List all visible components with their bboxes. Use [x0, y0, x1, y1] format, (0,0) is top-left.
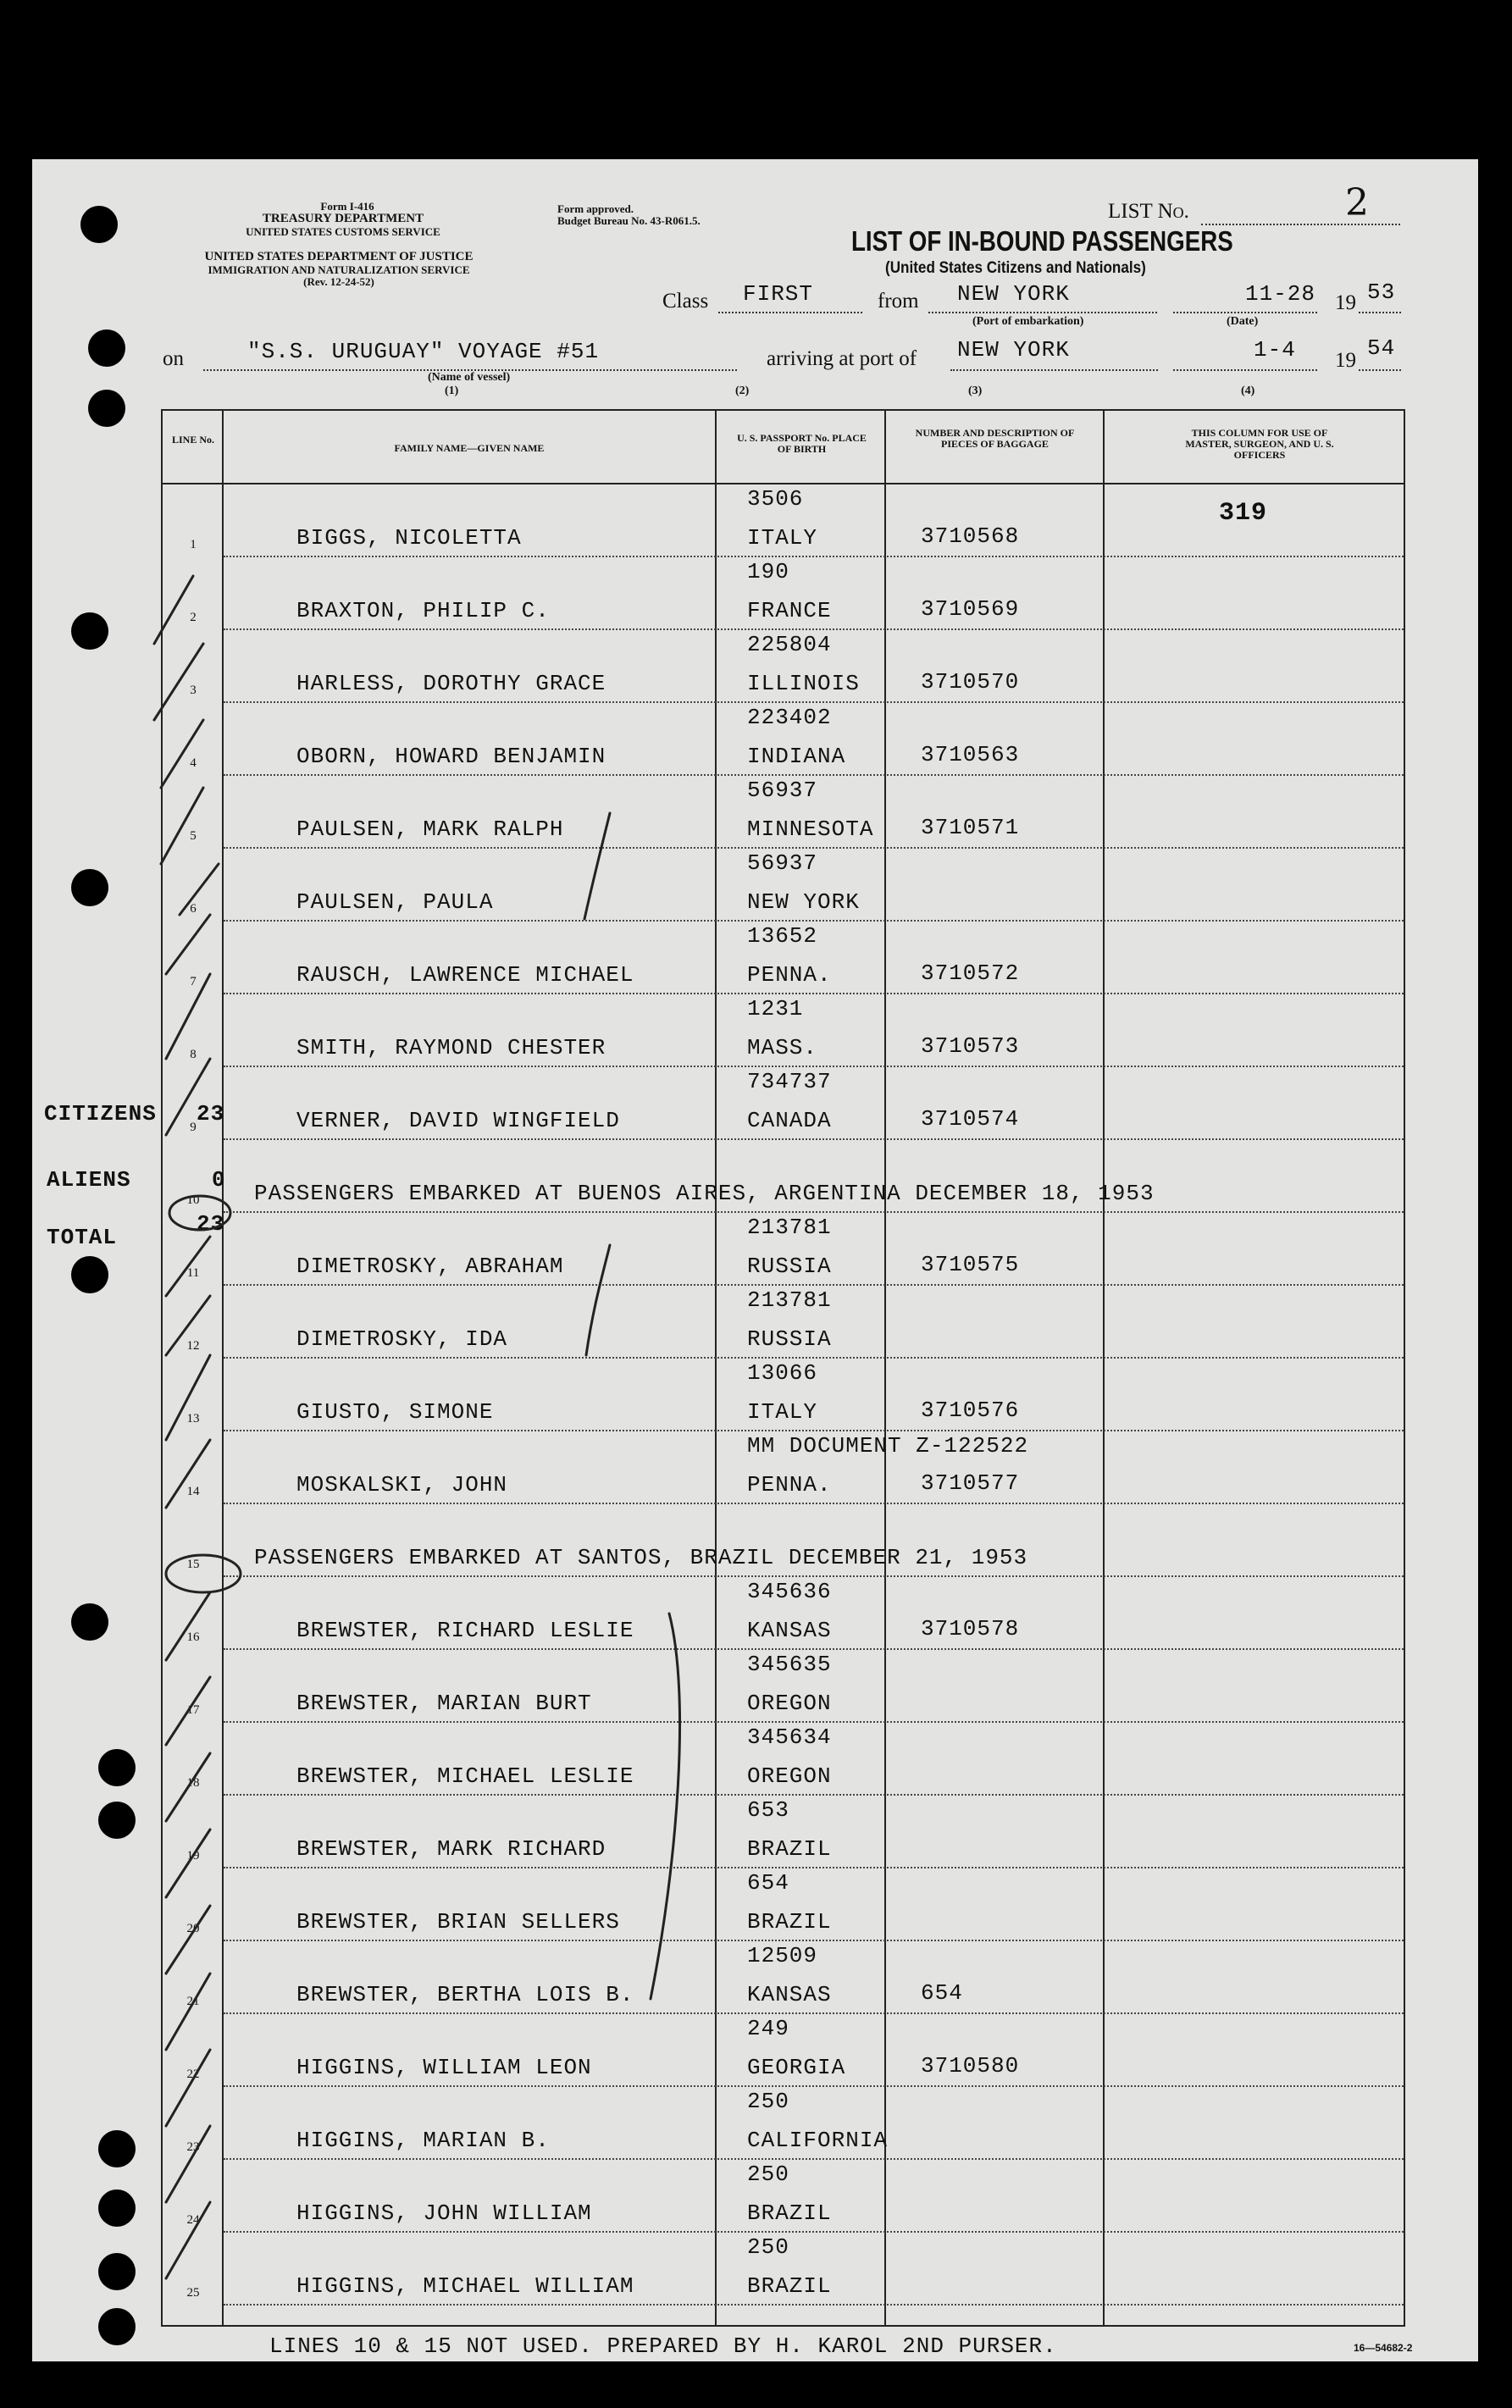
place-of-birth: OREGON: [747, 1691, 832, 1716]
table-row: [163, 2087, 1404, 2160]
aliens-label: ALIENS: [47, 1167, 131, 1193]
treasury-department: TREASURY DEPARTMENT: [262, 212, 424, 225]
table-row: [163, 1067, 1404, 1140]
line-number: 20: [186, 1922, 200, 1935]
arrival-port: NEW YORK: [957, 337, 1070, 363]
passenger-name: HIGGINS, WILLIAM LEON: [296, 2055, 592, 2080]
passport-number: 13652: [747, 923, 818, 949]
print-code: 16—54682-2: [1354, 2342, 1413, 2354]
passenger-name: BRAXTON, PHILIP C.: [296, 598, 550, 623]
place-of-birth: BRAZIL: [747, 1909, 832, 1935]
punch-hole: [80, 206, 118, 243]
punch-hole: [98, 2308, 136, 2345]
year-prefix-2: 19: [1335, 349, 1356, 372]
line-number: 22: [186, 2068, 200, 2081]
passport-number: 225804: [747, 632, 832, 657]
passenger-name: HIGGINS, JOHN WILLIAM: [296, 2200, 592, 2226]
place-of-birth: ILLINOIS: [747, 671, 860, 696]
punch-hole: [71, 869, 108, 906]
punch-hole: [98, 1802, 136, 1839]
table-row: [163, 1213, 1404, 1286]
line-number: 5: [190, 829, 197, 843]
table-row: [163, 630, 1404, 703]
punch-hole: [71, 1603, 108, 1641]
line-number: 16: [186, 1630, 200, 1644]
place-of-birth: BRAZIL: [747, 2200, 832, 2226]
place-of-birth: RUSSIA: [747, 1254, 832, 1279]
punch-hole: [71, 1256, 108, 1293]
revision-date: (Rev. 12-24-52): [303, 275, 374, 288]
passport-number: 56937: [747, 850, 818, 876]
passenger-name: PASSENGERS EMBARKED AT BUENOS AIRES, ARGENTINA DECEMBER 18, 1953: [254, 1181, 1155, 1206]
passport-number: 1231: [747, 996, 804, 1021]
passenger-name: BREWSTER, RICHARD LESLIE: [296, 1618, 634, 1643]
baggage-number: 3710568: [921, 523, 1020, 549]
place-of-birth: PENNA.: [747, 1472, 832, 1497]
passenger-name: VERNER, DAVID WINGFIELD: [296, 1108, 620, 1133]
punch-hole: [88, 390, 125, 427]
baggage-number: 3710575: [921, 1252, 1020, 1277]
passport-number: 654: [747, 1870, 789, 1896]
place-of-birth: MASS.: [747, 1035, 818, 1060]
footer-note: LINES 10 & 15 NOT USED. PREPARED BY H. KAROL 2ND PURSER.: [269, 2333, 1057, 2359]
passport-number: 223402: [747, 705, 832, 730]
line-number: 21: [186, 1995, 200, 2008]
line-number: 11: [186, 1266, 200, 1280]
passenger-name: HIGGINS, MICHAEL WILLIAM: [296, 2273, 634, 2299]
baggage-number: 3710572: [921, 960, 1020, 986]
passenger-name: PAULSEN, PAULA: [296, 889, 494, 915]
passport-number: 345635: [747, 1652, 832, 1677]
header-line-no: LINE No.: [171, 434, 214, 446]
passenger-name: BREWSTER, MICHAEL LESLIE: [296, 1763, 634, 1789]
col-1-number: (1): [445, 385, 459, 397]
citizens-label: CITIZENS: [44, 1101, 157, 1127]
line-number: 23: [186, 2140, 200, 2154]
passport-number: 12509: [747, 1943, 818, 1968]
baggage-number: 3710580: [921, 2053, 1020, 2079]
form-title: LIST OF IN-BOUND PASSENGERS: [851, 225, 1233, 257]
passenger-name: SMITH, RAYMOND CHESTER: [296, 1035, 606, 1060]
passenger-name: HARLESS, DOROTHY GRACE: [296, 671, 606, 696]
line-number: 18: [186, 1776, 200, 1790]
place-of-birth: NEW YORK: [747, 889, 860, 915]
baggage-number: 3710569: [921, 596, 1020, 622]
passport-number: 653: [747, 1797, 789, 1823]
baggage-number: 3710574: [921, 1106, 1020, 1132]
class-label: Class: [662, 290, 709, 313]
table-row: [163, 1723, 1404, 1796]
passenger-name: MOSKALSKI, JOHN: [296, 1472, 508, 1497]
punch-hole: [71, 612, 108, 650]
header-officers: THIS COLUMN FOR USE OF MASTER, SURGEON, AND U. S. OFFICERS: [1185, 427, 1334, 461]
from-label: from: [878, 290, 919, 313]
baggage-number: 654: [921, 1980, 963, 2006]
place-of-birth: OREGON: [747, 1763, 832, 1789]
punch-hole: [88, 329, 125, 367]
officer-note: 319: [1219, 499, 1268, 528]
passport-number: 213781: [747, 1215, 832, 1240]
place-of-birth: INDIANA: [747, 744, 846, 769]
baggage-number: 3710577: [921, 1470, 1020, 1496]
table-row: [163, 1796, 1404, 1868]
immigration-service: IMMIGRATION AND NATURALIZATION SERVICE: [208, 263, 470, 276]
year-prefix: 19: [1335, 291, 1356, 314]
line-number: 7: [190, 975, 197, 988]
place-of-birth: RUSSIA: [747, 1326, 832, 1352]
passenger-name: BREWSTER, BRIAN SELLERS: [296, 1909, 620, 1935]
line-number: 25: [186, 2286, 200, 2300]
total-label: TOTAL: [47, 1225, 118, 1250]
line-number: 3: [190, 684, 197, 697]
total-count: 23: [197, 1211, 225, 1237]
from-value: NEW YORK: [957, 281, 1070, 307]
passport-number: 213781: [747, 1287, 832, 1313]
passport-number: 345634: [747, 1724, 832, 1750]
table-row: [163, 484, 1404, 557]
passport-number: 190: [747, 559, 789, 584]
passenger-table: [161, 409, 1405, 2327]
passport-number: 56937: [747, 778, 818, 803]
line-number: 15: [186, 1558, 200, 1571]
punch-hole: [98, 1749, 136, 1786]
place-of-birth: KANSAS: [747, 1982, 832, 2007]
passenger-name: GIUSTO, SIMONE: [296, 1399, 494, 1425]
passenger-name: RAUSCH, LAWRENCE MICHAEL: [296, 962, 634, 988]
table-row: [163, 2160, 1404, 2233]
customs-service: UNITED STATES CUSTOMS SERVICE: [246, 225, 440, 238]
line-number: 19: [186, 1849, 200, 1863]
line-number: 13: [186, 1412, 200, 1425]
port-caption: (Port of embarkation): [972, 315, 1084, 328]
passenger-name: PAULSEN, MARK RALPH: [296, 817, 564, 842]
section-heading-row: [163, 1504, 1404, 1577]
line-number: 10: [186, 1193, 200, 1207]
place-of-birth: BRAZIL: [747, 2273, 832, 2299]
arriving-label: arriving at port of: [767, 347, 917, 370]
header-passport: U. S. PASSPORT No. PLACE OF BIRTH: [737, 432, 867, 455]
passport-number: MM DOCUMENT Z-122522: [747, 1433, 1029, 1459]
place-of-birth: GEORGIA: [747, 2055, 846, 2080]
form-subtitle: (United States Citizens and Nationals): [885, 259, 1146, 277]
baggage-number: 3710576: [921, 1398, 1020, 1423]
approval-line: Form approved.: [557, 202, 634, 215]
line-number: 12: [186, 1339, 200, 1353]
baggage-number: 3710578: [921, 1616, 1020, 1641]
passenger-name: BREWSTER, MARIAN BURT: [296, 1691, 592, 1716]
punch-hole: [98, 2189, 136, 2227]
passenger-name: BREWSTER, BERTHA LOIS B.: [296, 1982, 634, 2007]
passenger-name: HIGGINS, MARIAN B.: [296, 2128, 550, 2153]
baggage-number: 3710570: [921, 669, 1020, 695]
baggage-number: 3710571: [921, 815, 1020, 840]
aliens-count: 0: [212, 1167, 226, 1193]
vessel-name: "S.S. URUGUAY" VOYAGE #51: [247, 339, 600, 364]
passport-number: 3506: [747, 486, 804, 512]
line-number: 4: [190, 756, 197, 770]
table-row: [163, 1286, 1404, 1359]
table-row: [163, 922, 1404, 994]
justice-department: UNITED STATES DEPARTMENT OF JUSTICE: [204, 250, 474, 263]
passenger-name: PASSENGERS EMBARKED AT SANTOS, BRAZIL DECEMBER 21, 1953: [254, 1545, 1028, 1570]
header-name: FAMILY NAME—GIVEN NAME: [394, 442, 545, 454]
baggage-number: 3710563: [921, 742, 1020, 767]
punch-hole: [98, 2130, 136, 2167]
col-3-number: (3): [968, 385, 983, 397]
place-of-birth: KANSAS: [747, 1618, 832, 1643]
place-of-birth: CALIFORNIA: [747, 2128, 889, 2153]
passport-number: 250: [747, 2234, 789, 2260]
place-of-birth: FRANCE: [747, 598, 832, 623]
on-label: on: [163, 347, 184, 370]
place-of-birth: MINNESOTA: [747, 817, 874, 842]
table-row: [163, 2014, 1404, 2087]
table-row: [163, 1868, 1404, 1941]
baggage-number: 3710573: [921, 1033, 1020, 1059]
line-number: 9: [190, 1121, 197, 1134]
line-number: 8: [190, 1048, 197, 1061]
form-number: Form I-416: [320, 200, 374, 213]
table-row: [163, 776, 1404, 849]
line-number: 2: [190, 611, 197, 624]
passport-number: 250: [747, 2162, 789, 2187]
passport-number: 345636: [747, 1579, 832, 1604]
passenger-name: BIGGS, NICOLETTA: [296, 525, 522, 551]
arrival-date: 1-4: [1254, 337, 1296, 363]
citizens-count: 23: [197, 1101, 225, 1127]
section-heading-row: [163, 1140, 1404, 1213]
col-2-number: (2): [735, 385, 750, 397]
budget-bureau: Budget Bureau No. 43-R061.5.: [557, 214, 701, 227]
passenger-name: OBORN, HOWARD BENJAMIN: [296, 744, 606, 769]
table-row: [163, 2233, 1404, 2306]
table-row: [163, 1431, 1404, 1504]
passport-number: 13066: [747, 1360, 818, 1386]
passenger-name: DIMETROSKY, ABRAHAM: [296, 1254, 564, 1279]
line-number: 24: [186, 2213, 200, 2227]
line-number: 6: [190, 902, 197, 916]
class-value: FIRST: [743, 281, 814, 307]
place-of-birth: ITALY: [747, 525, 818, 551]
passenger-name: DIMETROSKY, IDA: [296, 1326, 508, 1352]
table-row: [163, 1577, 1404, 1650]
place-of-birth: BRAZIL: [747, 1836, 832, 1862]
line-number: 1: [190, 538, 197, 551]
table-row: [163, 849, 1404, 922]
passenger-name: BREWSTER, MARK RICHARD: [296, 1836, 606, 1862]
table-row: [163, 703, 1404, 776]
table-row: [163, 994, 1404, 1067]
list-no-line: [1201, 207, 1400, 225]
passport-number: 250: [747, 2089, 789, 2114]
vessel-caption: (Name of vessel): [428, 371, 511, 384]
departure-date: 11-28: [1245, 281, 1316, 307]
col-4-number: (4): [1241, 385, 1255, 397]
place-of-birth: PENNA.: [747, 962, 832, 988]
date-caption: (Date): [1227, 315, 1259, 328]
line-number: 17: [186, 1703, 200, 1717]
row-rule: [224, 2304, 1404, 2306]
place-of-birth: ITALY: [747, 1399, 818, 1425]
list-number: 2: [1345, 181, 1369, 224]
table-row: [163, 1941, 1404, 2014]
line-number: 14: [186, 1485, 200, 1498]
arrival-year: 54: [1367, 335, 1396, 361]
table-row: [163, 1650, 1404, 1723]
place-of-birth: CANADA: [747, 1108, 832, 1133]
passport-number: 249: [747, 2016, 789, 2041]
list-no-label: LIST No.: [1108, 200, 1189, 223]
departure-year: 53: [1367, 280, 1396, 305]
passport-number: 734737: [747, 1069, 832, 1094]
table-row: [163, 1359, 1404, 1431]
punch-hole: [98, 2253, 136, 2290]
header-baggage: NUMBER AND DESCRIPTION OF PIECES OF BAGGAGE: [915, 427, 1075, 450]
table-row: [163, 557, 1404, 630]
